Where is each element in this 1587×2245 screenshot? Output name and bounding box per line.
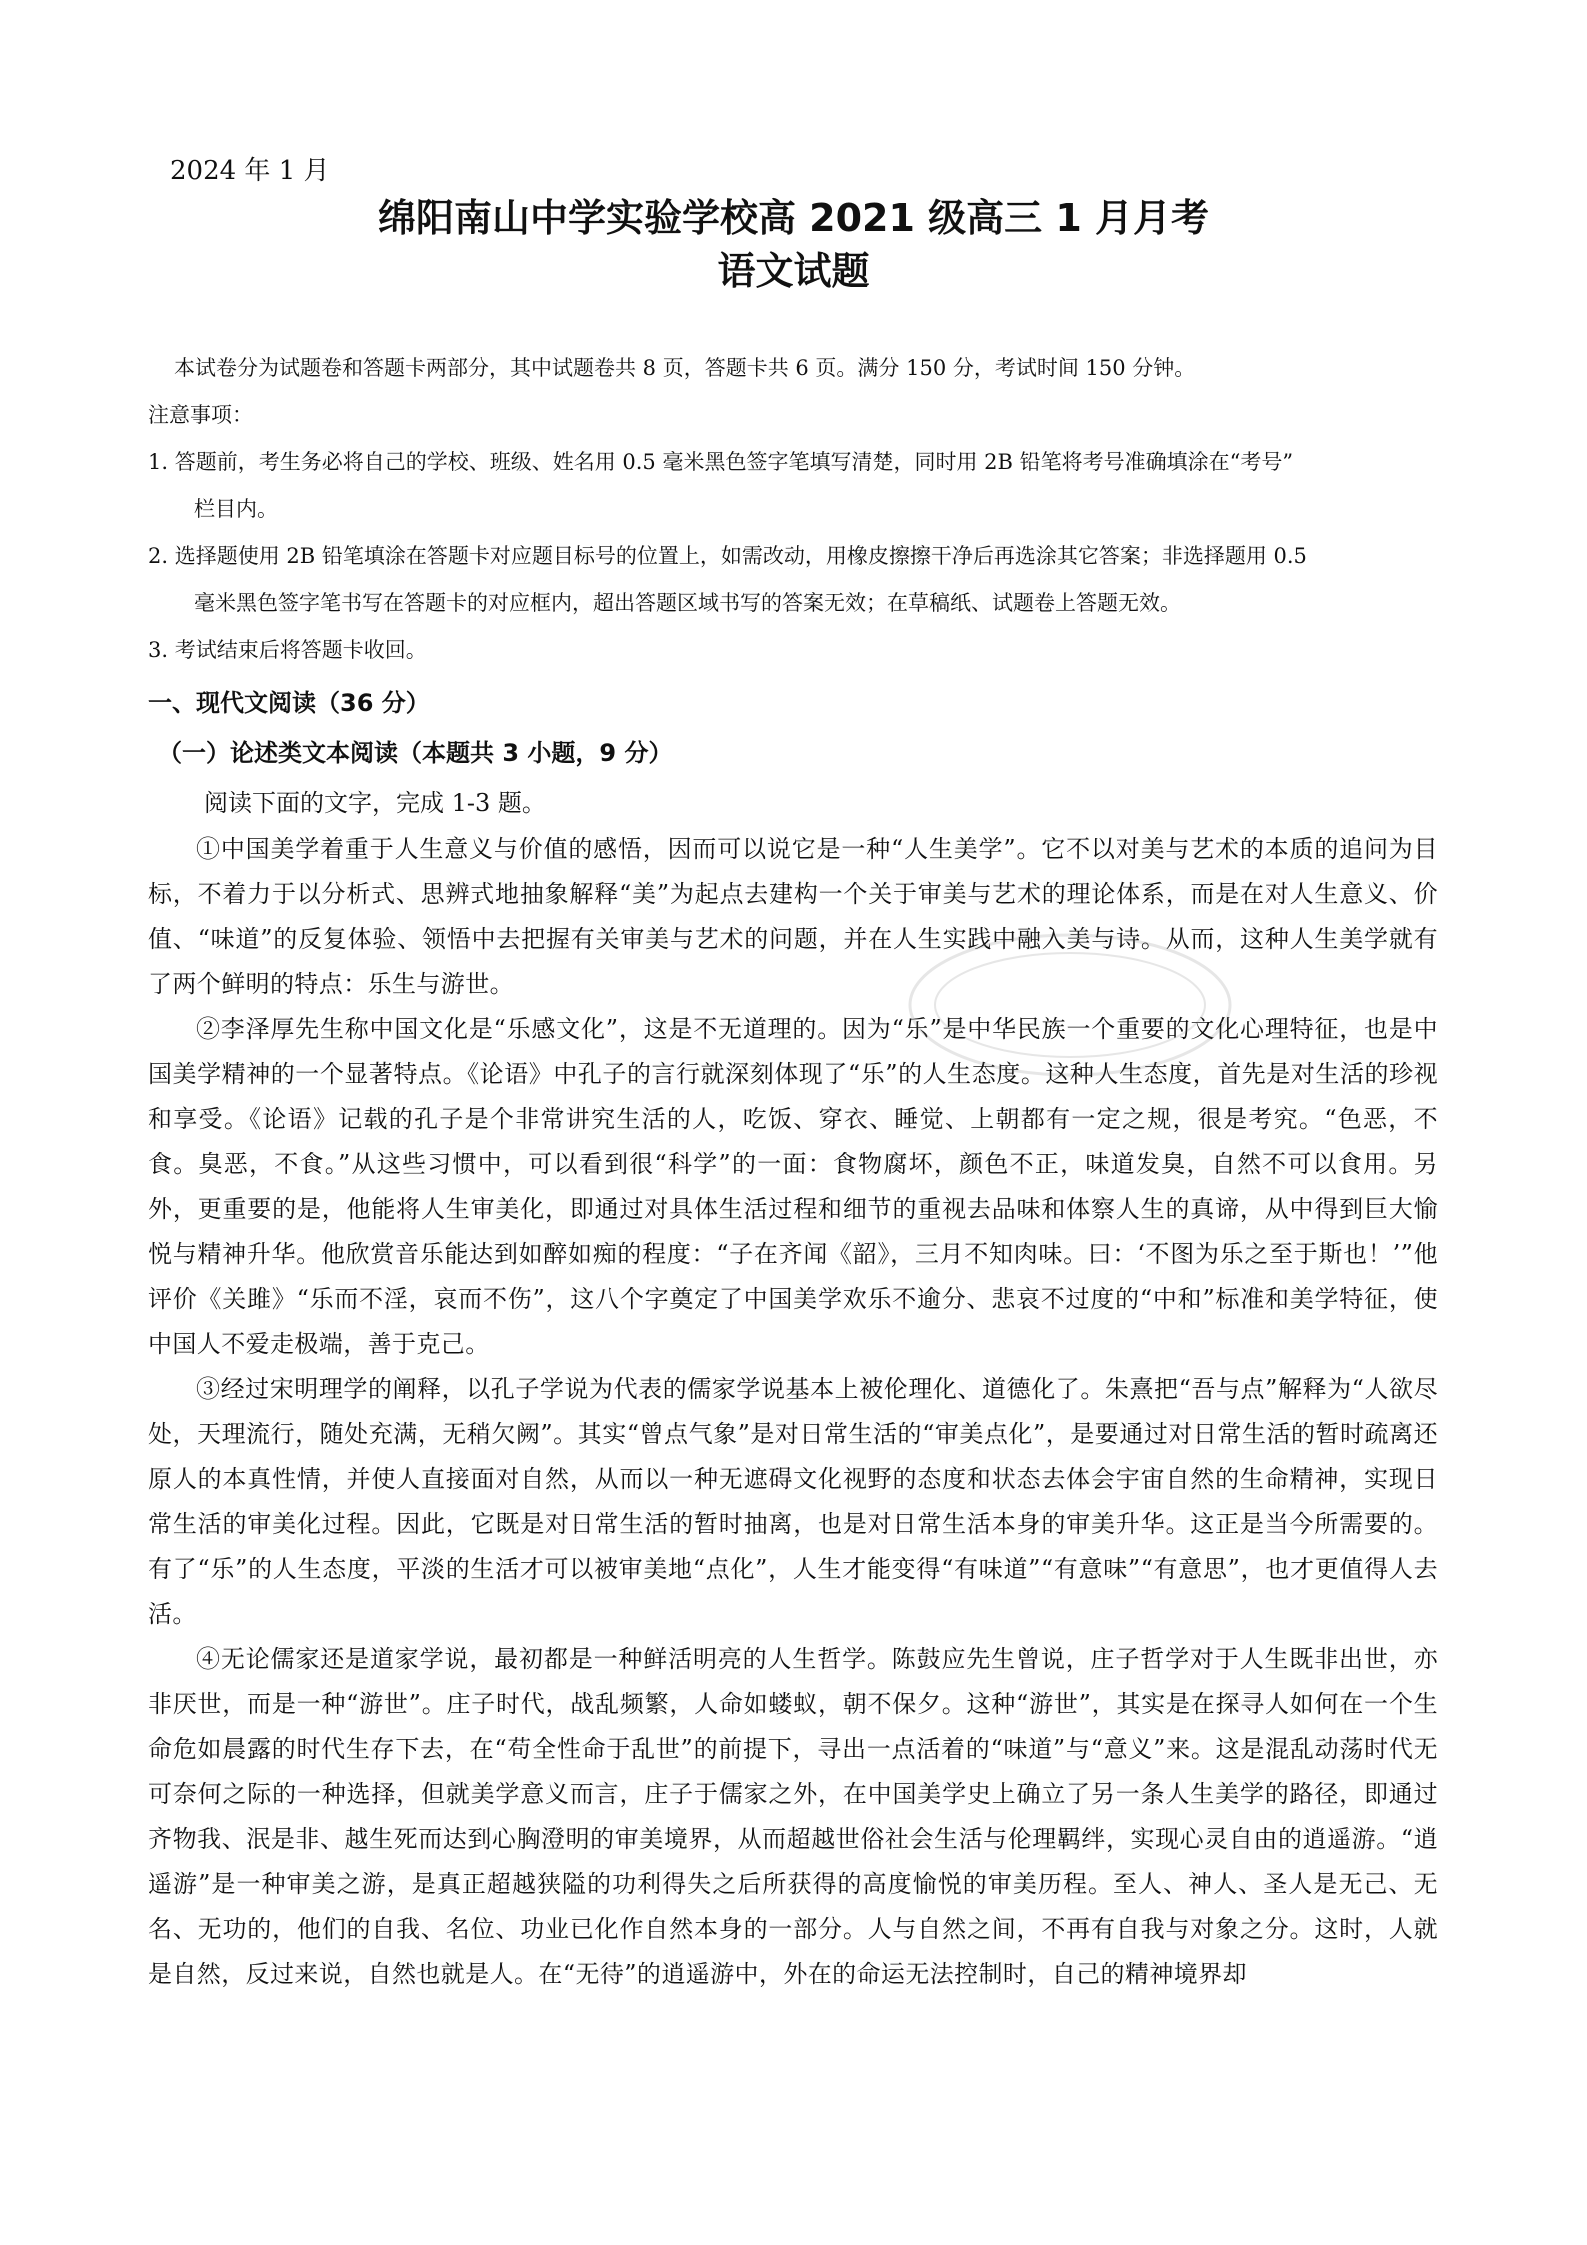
instructions-summary: 本试卷分为试题卷和答题卡两部分，其中试题卷共 8 页，答题卡共 6 页。满分 150 分，考试时间 150 分钟。 bbox=[174, 356, 1196, 380]
reading-instruction: 阅读下面的文字，完成 1-3 题。 bbox=[204, 789, 546, 817]
notice-item-1: 1. 答题前，考生务必将自己的学校、班级、姓名用 0.5 毫米黑色签字笔填写清楚，同时用 2B 铅笔将考号准确填涂在“考号” bbox=[148, 450, 1294, 474]
notice-label: 注意事项： bbox=[148, 403, 253, 427]
passage-paragraph-3: ③经过宋明理学的阐释，以孔子学说为代表的儒家学说基本上被伦理化、道德化了。朱熹把“吾与点”解释为“人欲尽处，天理流行，随处充满，无稍欠阙”。其实“曾点气象”是对日常生活的“审美点化”，是要通过对日常生活的暂时疏离还原人的本真性情，并使人直接面对自然，从而以一种无遮碍文化视野的态度和状态去体会宇宙自然的生命精神，实现日常生活的审美化过程。因此，它既是对日常生活的暂时抽离，也是对日常生活本身的审美升华。这正是当今所需要的。有了“乐”的人生态度，平淡的生活才可以被审美地“点化”，人生才能变得“有味道”“有意味”“有意思”，也才更值得人去活。 bbox=[148, 1375, 1438, 1628]
notice-item-3: 3. 考试结束后将答题卡收回。 bbox=[148, 638, 427, 662]
exam-title: 绵阳南山中学实验学校高 2021 级高三 1 月月考 bbox=[377, 196, 1210, 240]
notice-item-1-cont: 栏目内。 bbox=[194, 497, 278, 521]
section-headings bbox=[148, 678, 1438, 828]
passage-paragraph-4: ④无论儒家还是道家学说，最初都是一种鲜活明亮的人生哲学。陈鼓应先生曾说，庄子哲学对于人生既非出世，亦非厌世，而是一种“游世”。庄子时代，战乱频繁，人命如蝼蚁，朝不保夕。这种“游世”，其实是在探寻人如何在一个生命危如晨露的时代生存下去，在“苟全性命于乱世”的前提下，寻出一点活着的“味道”与“意义”来。这是混乱动荡时代无可奈何之际的一种选择，但就美学意义而言，庄子于儒家之外，在中国美学史上确立了另一条人生美学的路径，即通过齐物我、泯是非、越生死而达到心胸澄明的审美境界，从而超越世俗社会生活与伦理羁绊，实现心灵自由的逍遥游。“逍遥游”是一种审美之游，是真正超越狭隘的功利得失之后所获得的高度愉悦的审美历程。至人、神人、圣人是无己、无名、无功的，他们的自我、名位、功业已化作自然本身的一部分。人与自然之间，不再有自我与对象之分。这时，人就是自然，反过来说，自然也就是人。在“无待”的逍遥游中，外在的命运无法控制时，自己的精神境界却 bbox=[148, 1645, 1438, 1988]
passage-paragraph-2: ②李泽厚先生称中国文化是“乐感文化”，这是不无道理的。因为“乐”是中华民族一个重要的文化心理特征，也是中国美学精神的一个显著特点。《论语》中孔子的言行就深刻体现了“乐”的人生态度。这种人生态度，首先是对生活的珍视和享受。《论语》记载的孔子是个非常讲究生活的人，吃饭、穿衣、睡觉、上朝都有一定之规，很是考究。“色恶，不食。臭恶，不食。”从这些习惯中，可以看到很“科学”的一面：食物腐坏，颜色不正，味道发臭，自然不可以食用。另外，更重要的是，他能将人生审美化，即通过对具体生活过程和细节的重视去品味和体察人生的真谛，从中得到巨大愉悦与精神升华。他欣赏音乐能达到如醉如痴的程度：“子在齐闻《韶》，三月不知肉味。曰：‘不图为乐之至于斯也！’”他评价《关雎》“乐而不淫，哀而不伤”，这八个字奠定了中国美学欢乐不逾分、悲哀不过度的“中和”标准和美学特征，使中国人不爱走极端，善于克己。 bbox=[148, 1015, 1438, 1358]
part-heading: 一、现代文阅读（36 分） bbox=[148, 689, 430, 717]
subpart-heading: （一）论述类文本阅读（本题共 3 小题，9 分） bbox=[158, 739, 673, 767]
passage-paragraph-1: ①中国美学着重于人生意义与价值的感悟，因而可以说它是一种“人生美学”。它不以对美与艺术的本质的追问为目标，不着力于以分析式、思辨式地抽象解释“美”为起点去建构一个关于审美与艺术的理论体系，而是在对人生意义、价值、“味道”的反复体验、领悟中去把握有关审美与艺术的问题，并在人生实践中融入美与诗。从而，这种人生美学就有了两个鲜明的特点：乐生与游世。 bbox=[148, 835, 1438, 998]
exam-date: 2024 年 1 月 bbox=[170, 156, 330, 186]
notice-item-2-cont: 毫米黑色签字笔书写在答题卡的对应框内，超出答题区域书写的答案无效；在草稿纸、试题卷上答题无效。 bbox=[194, 591, 1181, 615]
exam-subtitle: 语文试题 bbox=[717, 249, 870, 293]
notice-item-2: 2. 选择题使用 2B 铅笔填涂在答题卡对应题目标号的位置上，如需改动，用橡皮擦擦干净后再选涂其它答案；非选择题用 0.5 bbox=[148, 544, 1307, 568]
instructions-block bbox=[148, 345, 1438, 674]
reading-passage bbox=[148, 827, 1438, 1997]
